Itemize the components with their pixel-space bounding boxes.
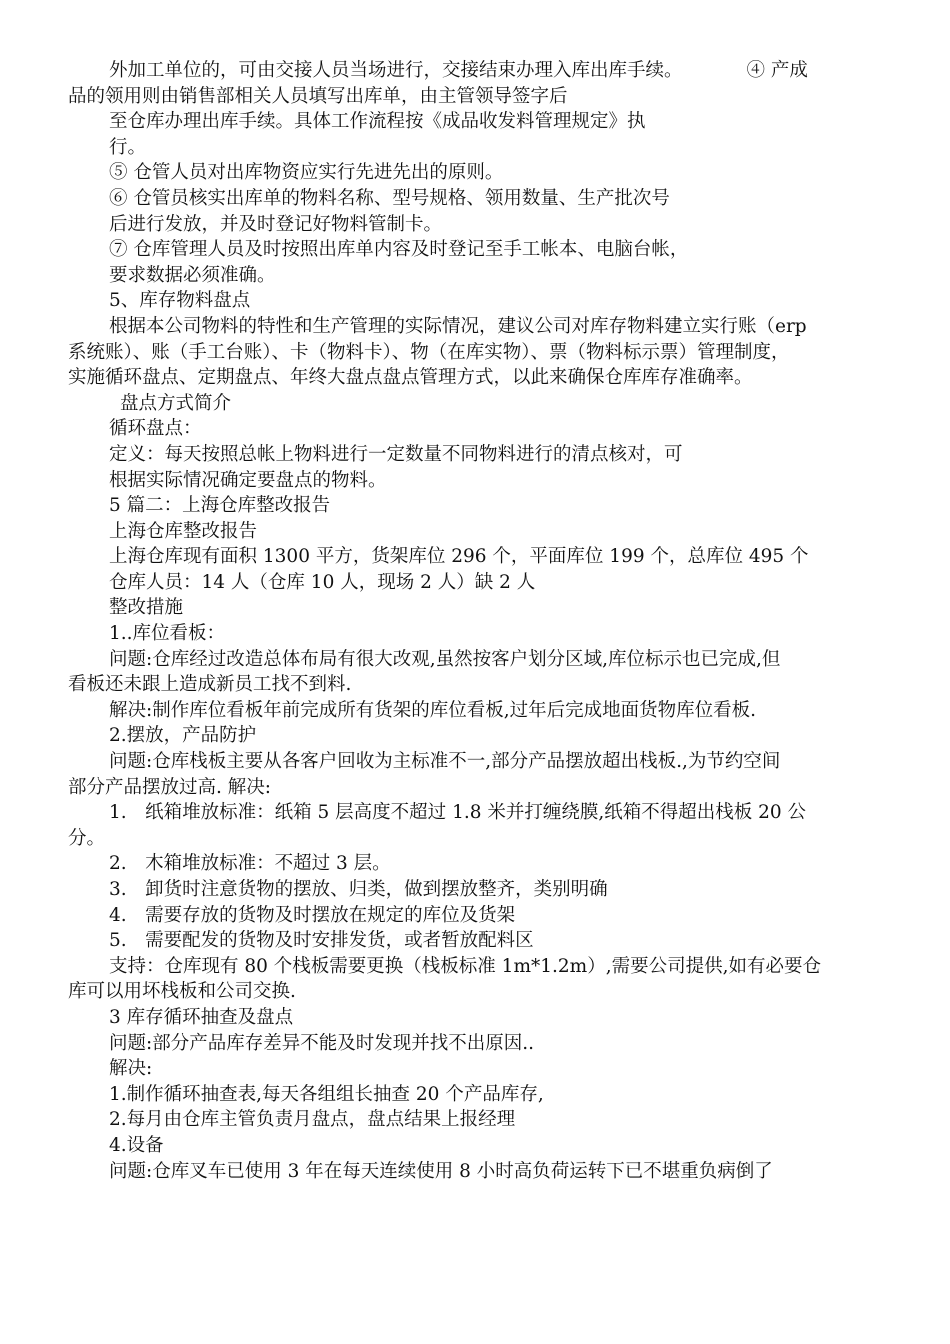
text-line: 根据实际情况确定要盘点的物料。 <box>109 469 387 491</box>
text-line: 问题:仓库叉车已使用 3 年在每天连续使用 8 小时高负荷运转下已不堪重负病倒了 <box>109 1160 773 1182</box>
list-item: 5. 需要配发的货物及时安排发货，或者暂放配料区 <box>109 930 534 952</box>
text-line: 解决:制作库位看板年前完成所有货架的库位看板,过年后完成地面货物库位看板. <box>109 699 756 721</box>
list-item: 2.每月由仓库主管负责月盘点，盘点结果上报经理 <box>109 1109 516 1131</box>
text-line: 系统账）、账（手工台账）、卡（物料卡）、物（在库实物）、票（物料标示票）管理制度， <box>68 341 790 363</box>
section-heading: 整改措施 <box>109 597 184 619</box>
section-heading: 5 篇二：上海仓库整改报告 <box>109 495 331 517</box>
text-line: 库可以用坏栈板和公司交换. <box>68 981 296 1003</box>
text-line: 外加工单位的，可由交接人员当场进行，交接结束办理入库出库手续。 ④ 产成 <box>109 60 808 81</box>
list-item: 3. 卸货时注意货物的摆放、归类，做到摆放整齐，类别明确 <box>109 879 608 900</box>
subheading: 盘点方式简介 <box>120 392 232 414</box>
text-line: ⑤ 仓管人员对出库物资应实行先进先出的原则。 <box>109 162 504 184</box>
text-line: ⑥ 仓管员核实出库单的物料名称、型号规格、领用数量、生产批次号 <box>109 187 670 209</box>
text-line: 后进行发放，并及时登记好物料管制卡。 <box>109 213 443 235</box>
list-heading: 2.摆放，产品防护 <box>109 725 257 747</box>
text-line: 问题:仓库经过改造总体布局有很大改观,虽然按客户划分区域,库位标示也已完成,但 <box>109 648 781 670</box>
list-item: 4. 需要存放的货物及时摆放在规定的库位及货架 <box>109 904 516 926</box>
text-line: 问题:部分产品库存差异不能及时发现并找不出原因.. <box>109 1032 534 1054</box>
text-line: 部分产品摆放过高. 解决: <box>68 776 271 798</box>
text-line: 要求数据必须准确。 <box>109 264 276 286</box>
list-heading: 3 库存循环抽查及盘点 <box>109 1006 294 1028</box>
text-line: 问题:仓库栈板主要从各客户回收为主标准不一,部分产品摆放超出栈板.,为节约空间 <box>109 751 781 773</box>
text-line: 循环盘点： <box>109 418 202 440</box>
text-line: 品的领用则由销售部相关人员填写出库单，由主管领导签字后 <box>68 85 568 107</box>
text-line: 分。 <box>68 827 106 849</box>
text-line: 定义：每天按照总帐上物料进行一定数量不同物料进行的清点核对，可 <box>109 443 683 465</box>
text-line: ⑦ 仓库管理人员及时按照出库单内容及时登记至手工帐本、电脑台帐， <box>109 239 689 261</box>
text-line: 解决: <box>109 1058 153 1080</box>
text-line: 上海仓库现有面积 1300 平方，货架库位 296 个，平面库位 199 个，总库位 495 个 <box>109 546 809 568</box>
section-heading: 5、库存物料盘点 <box>109 290 251 312</box>
text-line: 根据本公司物料的特性和生产管理的实际情况，建议公司对库存物料建立实行账（erp <box>109 315 807 337</box>
list-heading: 4.设备 <box>109 1134 164 1156</box>
report-title: 上海仓库整改报告 <box>109 520 258 542</box>
text-line: 行。 <box>109 136 147 158</box>
document-page <box>68 58 884 1184</box>
text-line: 看板还未跟上造成新员工找不到料. <box>68 674 352 696</box>
text-line: 实施循环盘点、定期盘点、年终大盘点盘点管理方式，以此来确保仓库库存准确率。 <box>68 367 753 389</box>
list-item: 1.制作循环抽查表,每天各组组长抽查 20 个产品库存, <box>109 1083 544 1105</box>
text-line: 支持：仓库现有 80 个栈板需要更换（栈板标准 1m*1.2m）,需要公司提供,如有必要仓 <box>109 955 821 977</box>
list-item: 1. 纸箱堆放标准：纸箱 5 层高度不超过 1.8 米并打缠绕膜,纸箱不得超出栈板 20 公 <box>109 802 807 824</box>
list-heading: 1..库位看板： <box>109 623 226 645</box>
text-line: 仓库人员：14 人（仓库 10 人，现场 2 人）缺 2 人 <box>109 571 536 593</box>
list-item: 2. 木箱堆放标准：不超过 3 层。 <box>109 853 391 875</box>
text-line: 至仓库办理出库手续。具体工作流程按《成品收发料管理规定》执 <box>109 111 646 133</box>
